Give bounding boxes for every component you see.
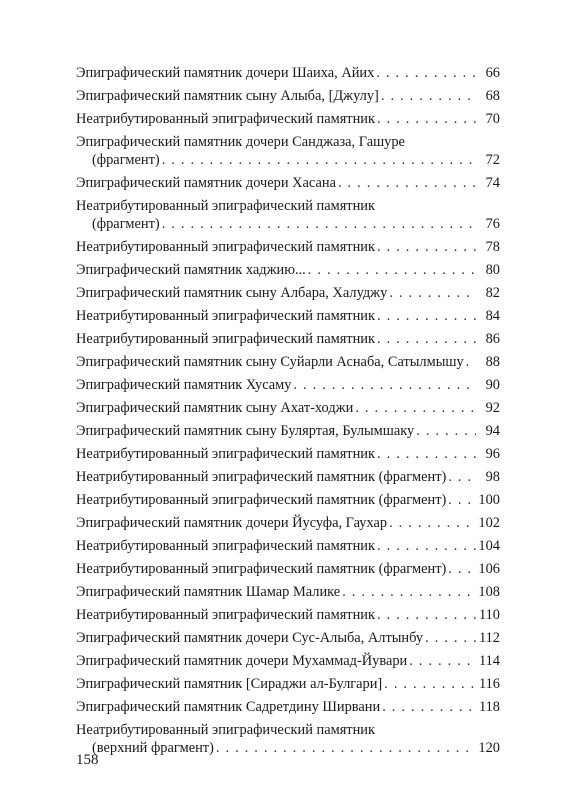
toc-entry (76, 652, 500, 670)
toc-entry (76, 376, 500, 394)
dot-leader (376, 64, 476, 82)
dot-leader (425, 629, 476, 647)
toc-entry (76, 606, 500, 624)
toc-entry-page: 120 (478, 740, 500, 756)
dot-leader (384, 675, 476, 693)
dot-leader (389, 284, 476, 302)
toc-entry-line (76, 537, 500, 555)
dot-leader (377, 307, 476, 325)
toc-entry-page: 110 (478, 607, 500, 623)
dot-leader (448, 468, 476, 486)
toc-entry-line (76, 174, 500, 192)
toc-entry-line (76, 583, 500, 601)
toc-entry-line (76, 64, 500, 82)
toc-entry-page: 82 (485, 285, 500, 301)
toc-entry-title: Эпиграфический памятник дочери Мухаммад-Йувари (76, 653, 408, 669)
dot-leader (308, 261, 476, 279)
toc-entry-line (76, 468, 500, 486)
toc-entry-line (76, 399, 500, 417)
dot-leader (409, 652, 476, 670)
toc-entry (76, 721, 500, 757)
toc-entry-page: 78 (485, 239, 500, 255)
toc-entry-title: Неатрибутированный эпиграфический памятник (76, 111, 375, 127)
toc-entry-line (76, 652, 500, 670)
dot-leader (338, 174, 476, 192)
toc-entry (76, 353, 500, 371)
toc-entry-line (76, 739, 500, 757)
toc-entry-title: Эпиграфический памятник сыну Суйарли Аснаба, Сатылмышу (76, 354, 464, 370)
dot-leader (389, 514, 476, 532)
toc-entry-line (76, 422, 500, 440)
toc-entry-page: 104 (478, 538, 500, 554)
toc-entry-title: Эпиграфический памятник дочери Хасана (76, 175, 336, 191)
toc-entry-line (76, 261, 500, 279)
toc-entry-page: 74 (485, 175, 500, 191)
toc-entry-title: Эпиграфический памятник [Сираджи ал-Булгари] (76, 676, 383, 692)
dot-leader (381, 87, 476, 105)
toc-entry-page: 114 (478, 653, 500, 669)
dot-leader (377, 238, 476, 256)
toc-entry-title: Эпиграфический памятник сыну Албара, Халуджу (76, 285, 388, 301)
toc-entry-line (76, 215, 500, 233)
toc-entry (76, 238, 500, 256)
toc-entry-title: Неатрибутированный эпиграфический памятник (76, 239, 375, 255)
toc-entry-title: Неатрибутированный эпиграфический памятник (фрагмент) (76, 469, 447, 485)
table-of-contents (76, 64, 500, 762)
toc-entry (76, 284, 500, 302)
toc-entry-line (76, 353, 500, 371)
toc-entry-page: 108 (478, 584, 500, 600)
toc-entry (76, 675, 500, 693)
toc-entry-line (76, 491, 500, 509)
toc-entry (76, 468, 500, 486)
page-number: 158 (76, 752, 99, 768)
toc-entry-title: Неатрибутированный эпиграфический памятник (76, 331, 375, 347)
toc-entry-title: (верхний фрагмент) (92, 740, 214, 756)
toc-entry-page: 84 (485, 308, 500, 324)
toc-entry-page: 118 (478, 699, 500, 715)
toc-entry-title: Неатрибутированный эпиграфический памятник (фрагмент) (76, 492, 447, 508)
toc-entry-page: 68 (485, 88, 500, 104)
toc-entry-line (76, 330, 500, 348)
toc-entry (76, 174, 500, 192)
toc-entry (76, 399, 500, 417)
dot-leader (416, 422, 476, 440)
toc-entry-line (76, 675, 500, 693)
toc-entry (76, 133, 500, 169)
toc-entry-page: 92 (485, 400, 500, 416)
toc-entry-line (76, 110, 500, 128)
dot-leader (355, 399, 476, 417)
toc-entry-title: Неатрибутированный эпиграфический памятник (76, 607, 375, 623)
dot-leader (377, 606, 476, 624)
toc-entry-page: 72 (485, 152, 500, 168)
toc-entry (76, 261, 500, 279)
toc-entry-title: Эпиграфический памятник сыну Буляртая, Булымшаку (76, 423, 415, 439)
toc-entry (76, 514, 500, 532)
toc-entry-page: 112 (478, 630, 500, 646)
toc-entry (76, 87, 500, 105)
toc-entry-page: 90 (485, 377, 500, 393)
toc-entry-title: Эпиграфический памятник Шамар Малике (76, 584, 341, 600)
toc-entry-line (76, 629, 500, 647)
toc-entry (76, 629, 500, 647)
toc-entry (76, 307, 500, 325)
toc-entry-page: 80 (485, 262, 500, 278)
toc-entry-title: Неатрибутированный эпиграфический памятник (76, 722, 375, 738)
toc-entry-title: Неатрибутированный эпиграфический памятник (76, 198, 375, 214)
toc-entry-page: 106 (478, 561, 500, 577)
toc-entry-page: 96 (485, 446, 500, 462)
dot-leader (342, 583, 476, 601)
dot-leader (216, 739, 476, 757)
toc-entry-page: 86 (485, 331, 500, 347)
toc-entry-page: 94 (485, 423, 500, 439)
toc-entry-title: Неатрибутированный эпиграфический памятник (76, 538, 375, 554)
toc-entry-title: Эпиграфический памятник сыну Ахат-ходжи (76, 400, 354, 416)
toc-entry (76, 110, 500, 128)
toc-entry-title: Эпиграфический памятник хаджию... (76, 262, 306, 278)
toc-entry-line (76, 307, 500, 325)
toc-entry (76, 330, 500, 348)
toc-entry (76, 445, 500, 463)
toc-entry (76, 560, 500, 578)
toc-entry-page: 102 (478, 515, 500, 531)
toc-entry (76, 537, 500, 555)
toc-entry-line (76, 238, 500, 256)
toc-entry-line (76, 87, 500, 105)
toc-entry-title: Эпиграфический памятник дочери Шаиха, Айих (76, 65, 375, 81)
toc-entry-page: 66 (485, 65, 500, 81)
toc-entry-title: Эпиграфический памятник Хусаму (76, 377, 292, 393)
toc-entry-line (76, 151, 500, 169)
toc-entry-page: 98 (485, 469, 500, 485)
toc-entry-title: Неатрибутированный эпиграфический памятник (76, 446, 375, 462)
toc-entry-title: Эпиграфический памятник дочери Санджаза, Гашуре (76, 134, 405, 150)
toc-entry-page: 100 (478, 492, 500, 508)
toc-entry-title: Неатрибутированный эпиграфический памятник (фрагмент) (76, 561, 447, 577)
toc-entry-title: Эпиграфический памятник Садретдину Ширвани (76, 699, 381, 715)
toc-entry-line (76, 560, 500, 578)
dot-leader (377, 537, 476, 555)
dot-leader (448, 560, 476, 578)
toc-entry (76, 64, 500, 82)
toc-entry-title: (фрагмент) (92, 216, 160, 232)
toc-entry-line (76, 284, 500, 302)
toc-entry (76, 422, 500, 440)
toc-entry-title: Эпиграфический памятник дочери Сус-Алыба, Алтынбу (76, 630, 424, 646)
toc-entry-line (76, 376, 500, 394)
dot-leader (377, 330, 476, 348)
toc-entry-page: 116 (478, 676, 500, 692)
toc-entry (76, 491, 500, 509)
toc-entry-title: Неатрибутированный эпиграфический памятник (76, 308, 375, 324)
dot-leader (377, 110, 476, 128)
dot-leader (293, 376, 476, 394)
toc-entry-title: (фрагмент) (92, 152, 160, 168)
dot-leader (162, 215, 476, 233)
dot-leader (448, 491, 476, 509)
toc-entry (76, 698, 500, 716)
toc-entry-page: 70 (485, 111, 500, 127)
toc-entry-title: Эпиграфический памятник сыну Алыба, [Джулу] (76, 88, 379, 104)
toc-entry (76, 197, 500, 233)
dot-leader (162, 151, 476, 169)
toc-entry-page: 76 (485, 216, 500, 232)
dot-leader (377, 445, 476, 463)
dot-leader (382, 698, 476, 716)
toc-entry (76, 583, 500, 601)
toc-entry-line (76, 514, 500, 532)
toc-entry-line (76, 445, 500, 463)
dot-leader (466, 353, 476, 371)
toc-entry-line (76, 698, 500, 716)
toc-entry-page: 88 (485, 354, 500, 370)
toc-entry-title: Эпиграфический памятник дочери Йусуфа, Гаухар (76, 515, 388, 531)
toc-entry-line (76, 606, 500, 624)
